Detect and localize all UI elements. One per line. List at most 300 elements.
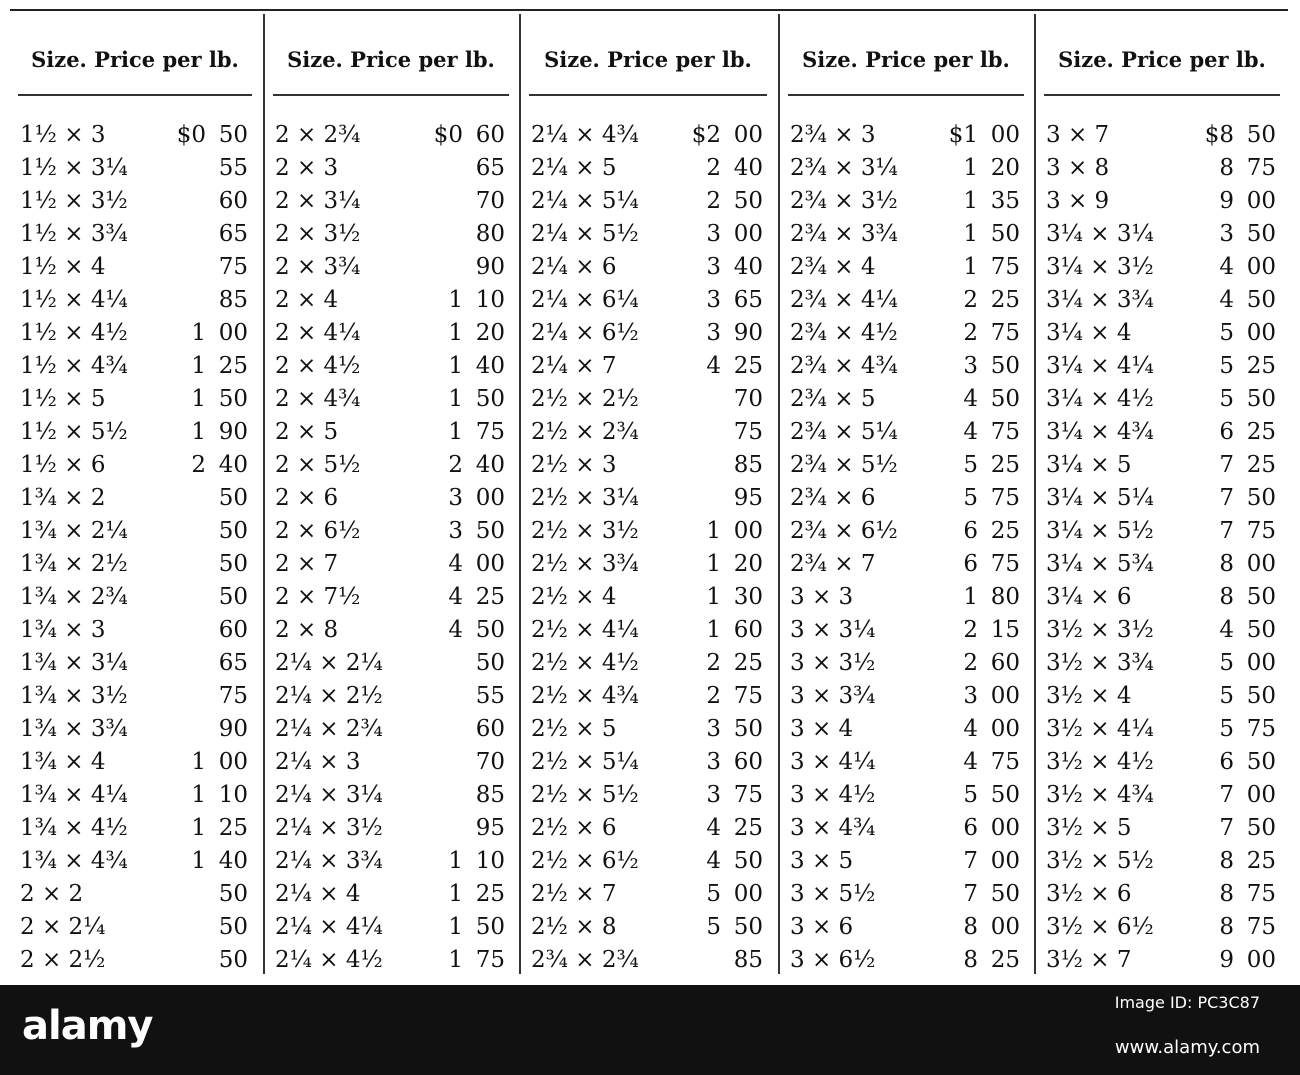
- price-cell: [963, 878, 1020, 911]
- size-cell: 3¼ × 5¾: [1046, 551, 1154, 577]
- price-cents: 40: [733, 155, 763, 181]
- price-cell: [963, 218, 1020, 251]
- price-cents: 00: [218, 320, 248, 346]
- price-cents: 25: [733, 353, 763, 379]
- price-cell: [206, 185, 248, 218]
- size-cell: 2¾ × 5¼: [790, 419, 898, 445]
- table-row: [780, 878, 1032, 911]
- price-dollars: $0: [176, 122, 206, 148]
- table-row: [1036, 845, 1288, 878]
- price-cents: 85: [733, 947, 763, 973]
- table-row: [780, 416, 1032, 449]
- price-cents: 50: [218, 551, 248, 577]
- table-row: [521, 383, 775, 416]
- price-cents: 50: [1246, 386, 1276, 412]
- price-cell: [721, 416, 763, 449]
- price-dollars: 1: [706, 551, 721, 577]
- table-row: [780, 482, 1032, 515]
- price-dollars: 1: [963, 155, 978, 181]
- table-row: [265, 746, 517, 779]
- table-row: [780, 548, 1032, 581]
- size-cell: 2 × 4¾: [275, 386, 361, 412]
- table-row: [780, 713, 1032, 746]
- price-cents: 30: [733, 584, 763, 610]
- table-row: [1036, 680, 1288, 713]
- price-cents: 50: [218, 485, 248, 511]
- price-cents: 20: [475, 320, 505, 346]
- price-cents: 40: [218, 452, 248, 478]
- price-dollars: 3: [706, 716, 721, 742]
- price-cents: 75: [1246, 881, 1276, 907]
- table-row: [10, 350, 260, 383]
- image-id: Image ID: PC3C87: [1114, 993, 1260, 1012]
- table-row: [10, 449, 260, 482]
- table-row: [780, 680, 1032, 713]
- size-cell: 2 × 3½: [275, 221, 361, 247]
- price-cents: 65: [475, 155, 505, 181]
- price-cents: 60: [733, 617, 763, 643]
- size-cell: 1½ × 4½: [20, 320, 128, 346]
- price-cents: 25: [733, 815, 763, 841]
- table-row: [780, 119, 1032, 152]
- price-cell: [206, 515, 248, 548]
- size-cell: 2 × 5: [275, 419, 339, 445]
- price-dollars: 7: [1219, 815, 1234, 841]
- table-column-1: [10, 12, 260, 974]
- size-cell: 2 × 3¼: [275, 188, 361, 214]
- table-row: [10, 152, 260, 185]
- price-cell: [206, 548, 248, 581]
- size-cell: 2 × 2¼: [20, 914, 106, 940]
- size-cell: 1½ × 4: [20, 254, 106, 280]
- table-row: [1036, 746, 1288, 779]
- table-row: [10, 218, 260, 251]
- price-cents: 25: [1246, 353, 1276, 379]
- price-cents: 50: [1246, 815, 1276, 841]
- table-row: [780, 911, 1032, 944]
- price-cents: 25: [733, 650, 763, 676]
- price-dollars: 1: [448, 881, 463, 907]
- price-cell: [706, 152, 763, 185]
- price-cell: [1219, 548, 1276, 581]
- size-cell: 3 × 6½: [790, 947, 876, 973]
- size-cell: 1½ × 5: [20, 386, 106, 412]
- size-cell: 2¼ × 6: [531, 254, 617, 280]
- size-cell: 2 × 2¾: [275, 122, 361, 148]
- price-cell: [963, 284, 1020, 317]
- price-cell: [706, 746, 763, 779]
- price-cents: 00: [1246, 254, 1276, 280]
- site-url: www.alamy.com: [1114, 1037, 1260, 1058]
- table-column-2: [265, 12, 517, 974]
- size-cell: 2¼ × 2¼: [275, 650, 383, 676]
- size-cell: 2¼ × 4¾: [531, 122, 639, 148]
- table-row: [521, 614, 775, 647]
- price-cents: 00: [475, 485, 505, 511]
- table-row: [1036, 812, 1288, 845]
- table-row: [780, 845, 1032, 878]
- price-cell: [191, 383, 248, 416]
- price-cell: [191, 449, 248, 482]
- size-cell: 3½ × 5½: [1046, 848, 1154, 874]
- price-dollars: 4: [448, 551, 463, 577]
- price-dollars: 5: [706, 914, 721, 940]
- price-cents: 00: [990, 716, 1020, 742]
- price-cell: [1219, 746, 1276, 779]
- price-dollars: 5: [1219, 320, 1234, 346]
- column-rows: [10, 119, 260, 977]
- table-row: [521, 779, 775, 812]
- price-dollars: 3: [1219, 221, 1234, 247]
- price-dollars: 5: [1219, 386, 1234, 412]
- price-dollars: 4: [963, 716, 978, 742]
- size-cell: 1½ × 5½: [20, 419, 128, 445]
- price-cell: [434, 119, 505, 152]
- size-cell: 2 × 4¼: [275, 320, 361, 346]
- table-row: [521, 878, 775, 911]
- price-cell: [463, 152, 505, 185]
- size-cell: 2¼ × 5: [531, 155, 617, 181]
- size-cell: 3¼ × 5¼: [1046, 485, 1154, 511]
- price-dollars: 1: [448, 947, 463, 973]
- table-row: [265, 119, 517, 152]
- table-row: [10, 119, 260, 152]
- price-cell: [1219, 845, 1276, 878]
- price-cents: 85: [218, 287, 248, 313]
- price-dollars: 5: [963, 485, 978, 511]
- size-cell: 2¾ × 2¾: [531, 947, 639, 973]
- size-cell: 1¾ × 2¼: [20, 518, 128, 544]
- price-cents: 25: [1246, 452, 1276, 478]
- price-cell: [963, 845, 1020, 878]
- price-dollars: 2: [963, 650, 978, 676]
- price-cell: [1219, 383, 1276, 416]
- price-cell: [706, 515, 763, 548]
- column-rows: [1036, 119, 1288, 977]
- size-cell: 3¼ × 4¼: [1046, 353, 1154, 379]
- price-dollars: 1: [448, 287, 463, 313]
- price-dollars: 8: [1219, 551, 1234, 577]
- size-cell: 2½ × 2½: [531, 386, 639, 412]
- table-row: [265, 944, 517, 977]
- price-cents: 60: [218, 617, 248, 643]
- size-cell: 1¾ × 3½: [20, 683, 128, 709]
- price-cents: 65: [218, 221, 248, 247]
- price-cell: [448, 548, 505, 581]
- table-row: [265, 812, 517, 845]
- price-cell: [206, 647, 248, 680]
- price-cell: [448, 581, 505, 614]
- price-cents: 50: [1246, 617, 1276, 643]
- price-cell: [963, 812, 1020, 845]
- price-cents: 50: [990, 386, 1020, 412]
- alamy-logo: alamy: [22, 1003, 153, 1049]
- size-cell: 2½ × 3: [531, 452, 617, 478]
- price-cents: 00: [1246, 782, 1276, 808]
- price-cents: 75: [1246, 716, 1276, 742]
- size-cell: 2¼ × 6½: [531, 320, 639, 346]
- column-header: Size. Price per lb.: [287, 47, 495, 72]
- price-cell: [448, 515, 505, 548]
- price-dollars: 6: [963, 518, 978, 544]
- price-cents: 75: [990, 419, 1020, 445]
- price-cents: 75: [218, 254, 248, 280]
- price-cents: 10: [218, 782, 248, 808]
- price-cents: 25: [990, 947, 1020, 973]
- size-cell: 3¼ × 4: [1046, 320, 1132, 346]
- price-dollars: 9: [1219, 947, 1234, 973]
- size-cell: 2 × 8: [275, 617, 339, 643]
- table-row: [1036, 350, 1288, 383]
- price-cell: [463, 812, 505, 845]
- price-cell: [463, 746, 505, 779]
- price-cell: [191, 845, 248, 878]
- table-row: [521, 152, 775, 185]
- price-dollars: 7: [1219, 518, 1234, 544]
- price-cents: 50: [475, 914, 505, 940]
- price-dollars: 6: [1219, 749, 1234, 775]
- size-cell: 3½ × 5: [1046, 815, 1132, 841]
- table-row: [521, 449, 775, 482]
- price-cell: [963, 548, 1020, 581]
- price-dollars: 1: [448, 914, 463, 940]
- price-cell: [206, 482, 248, 515]
- price-dollars: 2: [448, 452, 463, 478]
- price-cents: 50: [475, 650, 505, 676]
- table-row: [780, 614, 1032, 647]
- price-cell: [963, 779, 1020, 812]
- price-cell: [191, 746, 248, 779]
- size-cell: 1¾ × 2: [20, 485, 106, 511]
- price-cell: [963, 647, 1020, 680]
- price-cents: 50: [990, 881, 1020, 907]
- price-cell: [206, 614, 248, 647]
- price-dollars: 5: [1219, 353, 1234, 379]
- price-dollars: 7: [1219, 452, 1234, 478]
- price-cell: [206, 911, 248, 944]
- table-row: [10, 779, 260, 812]
- table-row: [10, 713, 260, 746]
- size-cell: 1¾ × 2¾: [20, 584, 128, 610]
- price-cell: [963, 383, 1020, 416]
- table-row: [1036, 152, 1288, 185]
- price-cell: [1219, 878, 1276, 911]
- table-row: [780, 185, 1032, 218]
- price-cell: [706, 581, 763, 614]
- price-dollars: 2: [706, 683, 721, 709]
- table-column-4: [780, 12, 1032, 974]
- table-row: [780, 251, 1032, 284]
- price-cents: 50: [218, 914, 248, 940]
- header-rule: [18, 94, 252, 96]
- price-cents: 60: [733, 749, 763, 775]
- size-cell: 2¼ × 7: [531, 353, 617, 379]
- table-row: [265, 878, 517, 911]
- price-cents: 20: [733, 551, 763, 577]
- size-cell: 3 × 4¼: [790, 749, 876, 775]
- price-cell: [448, 449, 505, 482]
- price-cents: 35: [990, 188, 1020, 214]
- size-cell: 3 × 3½: [790, 650, 876, 676]
- price-cell: [448, 383, 505, 416]
- price-dollars: 4: [963, 419, 978, 445]
- price-cell: [721, 944, 763, 977]
- size-cell: 3¼ × 3¾: [1046, 287, 1154, 313]
- price-cents: 55: [475, 683, 505, 709]
- price-cents: 15: [990, 617, 1020, 643]
- table-row: [1036, 449, 1288, 482]
- price-cell: [206, 878, 248, 911]
- price-dollars: 8: [1219, 848, 1234, 874]
- table-row: [521, 515, 775, 548]
- price-cents: 75: [218, 683, 248, 709]
- price-cents: 50: [733, 716, 763, 742]
- size-cell: 2¾ × 5½: [790, 452, 898, 478]
- price-cell: [949, 119, 1020, 152]
- price-dollars: 4: [448, 617, 463, 643]
- price-cell: [721, 482, 763, 515]
- price-dollars: 4: [1219, 254, 1234, 280]
- table-row: [780, 449, 1032, 482]
- table-row: [521, 911, 775, 944]
- price-cents: 60: [218, 188, 248, 214]
- price-cell: [1219, 713, 1276, 746]
- size-cell: 2½ × 3¾: [531, 551, 639, 577]
- price-cell: [706, 713, 763, 746]
- price-cents: 50: [733, 914, 763, 940]
- price-dollars: 3: [963, 353, 978, 379]
- price-cents: 25: [218, 815, 248, 841]
- size-cell: 3¼ × 3¼: [1046, 221, 1154, 247]
- price-cell: [463, 647, 505, 680]
- column-rows: [521, 119, 775, 977]
- price-dollars: 1: [191, 815, 206, 841]
- size-cell: 1½ × 3: [20, 122, 106, 148]
- header-rule: [529, 94, 767, 96]
- size-cell: 2 × 3¾: [275, 254, 361, 280]
- table-row: [1036, 779, 1288, 812]
- price-cell: [963, 713, 1020, 746]
- price-cell: [1219, 416, 1276, 449]
- price-dollars: 2: [963, 320, 978, 346]
- size-cell: 3 × 4¾: [790, 815, 876, 841]
- price-cents: 25: [475, 584, 505, 610]
- size-cell: 2¾ × 3½: [790, 188, 898, 214]
- price-cents: 90: [733, 320, 763, 346]
- size-cell: 3½ × 4½: [1046, 749, 1154, 775]
- price-cell: [1219, 185, 1276, 218]
- price-dollars: 1: [448, 353, 463, 379]
- size-cell: 3 × 3: [790, 584, 854, 610]
- price-dollars: 9: [1219, 188, 1234, 214]
- price-cents: 00: [990, 683, 1020, 709]
- size-cell: 2 × 6½: [275, 518, 361, 544]
- table-row: [10, 548, 260, 581]
- size-cell: 2½ × 6½: [531, 848, 639, 874]
- price-cents: 00: [1246, 188, 1276, 214]
- price-dollars: 5: [1219, 683, 1234, 709]
- price-cell: [448, 878, 505, 911]
- price-cents: 95: [475, 815, 505, 841]
- size-cell: 3½ × 6: [1046, 881, 1132, 907]
- size-cell: 1½ × 4¼: [20, 287, 128, 313]
- price-cents: 00: [475, 551, 505, 577]
- column-rows: [265, 119, 517, 977]
- price-cents: 25: [990, 452, 1020, 478]
- price-cents: 40: [733, 254, 763, 280]
- price-cell: [706, 680, 763, 713]
- price-dollars: 1: [963, 188, 978, 214]
- price-cents: 00: [733, 122, 763, 148]
- size-cell: 2¾ × 7: [790, 551, 876, 577]
- price-cents: 00: [990, 122, 1020, 148]
- size-cell: 2½ × 3¼: [531, 485, 639, 511]
- table-row: [521, 647, 775, 680]
- table-row: [10, 515, 260, 548]
- table-row: [1036, 185, 1288, 218]
- price-cell: [1219, 812, 1276, 845]
- table-row: [265, 152, 517, 185]
- size-cell: 2 × 3: [275, 155, 339, 181]
- price-cell: [963, 944, 1020, 977]
- price-dollars: 1: [191, 386, 206, 412]
- price-cents: 65: [733, 287, 763, 313]
- size-cell: 2¼ × 2¾: [275, 716, 383, 742]
- size-cell: 2¼ × 3½: [275, 815, 383, 841]
- table-row: [1036, 878, 1288, 911]
- size-cell: 2¼ × 5¼: [531, 188, 639, 214]
- size-cell: 2¾ × 4¼: [790, 287, 898, 313]
- price-cell: [448, 416, 505, 449]
- price-cell: [706, 350, 763, 383]
- price-dollars: 6: [963, 815, 978, 841]
- price-dollars: 2: [706, 155, 721, 181]
- size-cell: 1¾ × 4¾: [20, 848, 128, 874]
- table-row: [10, 482, 260, 515]
- table-row: [10, 812, 260, 845]
- price-cell: [1219, 251, 1276, 284]
- price-dollars: 1: [448, 386, 463, 412]
- price-cents: 20: [990, 155, 1020, 181]
- price-dollars: 5: [1219, 716, 1234, 742]
- table-row: [521, 185, 775, 218]
- size-cell: 2¼ × 2½: [275, 683, 383, 709]
- price-cell: [1219, 647, 1276, 680]
- price-dollars: 4: [1219, 287, 1234, 313]
- size-cell: 2½ × 7: [531, 881, 617, 907]
- size-cell: 1¾ × 3¾: [20, 716, 128, 742]
- price-cell: [1205, 119, 1276, 152]
- table-row: [10, 185, 260, 218]
- table-row: [780, 152, 1032, 185]
- column-rows: [780, 119, 1032, 977]
- table-row: [1036, 218, 1288, 251]
- table-row: [265, 680, 517, 713]
- price-dollars: 4: [706, 815, 721, 841]
- price-cell: [1219, 581, 1276, 614]
- price-cents: 70: [475, 749, 505, 775]
- price-dollars: 2: [706, 650, 721, 676]
- price-cents: 75: [990, 749, 1020, 775]
- price-cell: [706, 647, 763, 680]
- price-cell: [1219, 152, 1276, 185]
- table-row: [10, 284, 260, 317]
- price-dollars: 6: [963, 551, 978, 577]
- size-cell: 2½ × 4: [531, 584, 617, 610]
- price-dollars: 7: [1219, 782, 1234, 808]
- price-cell: [963, 911, 1020, 944]
- price-cents: 00: [1246, 650, 1276, 676]
